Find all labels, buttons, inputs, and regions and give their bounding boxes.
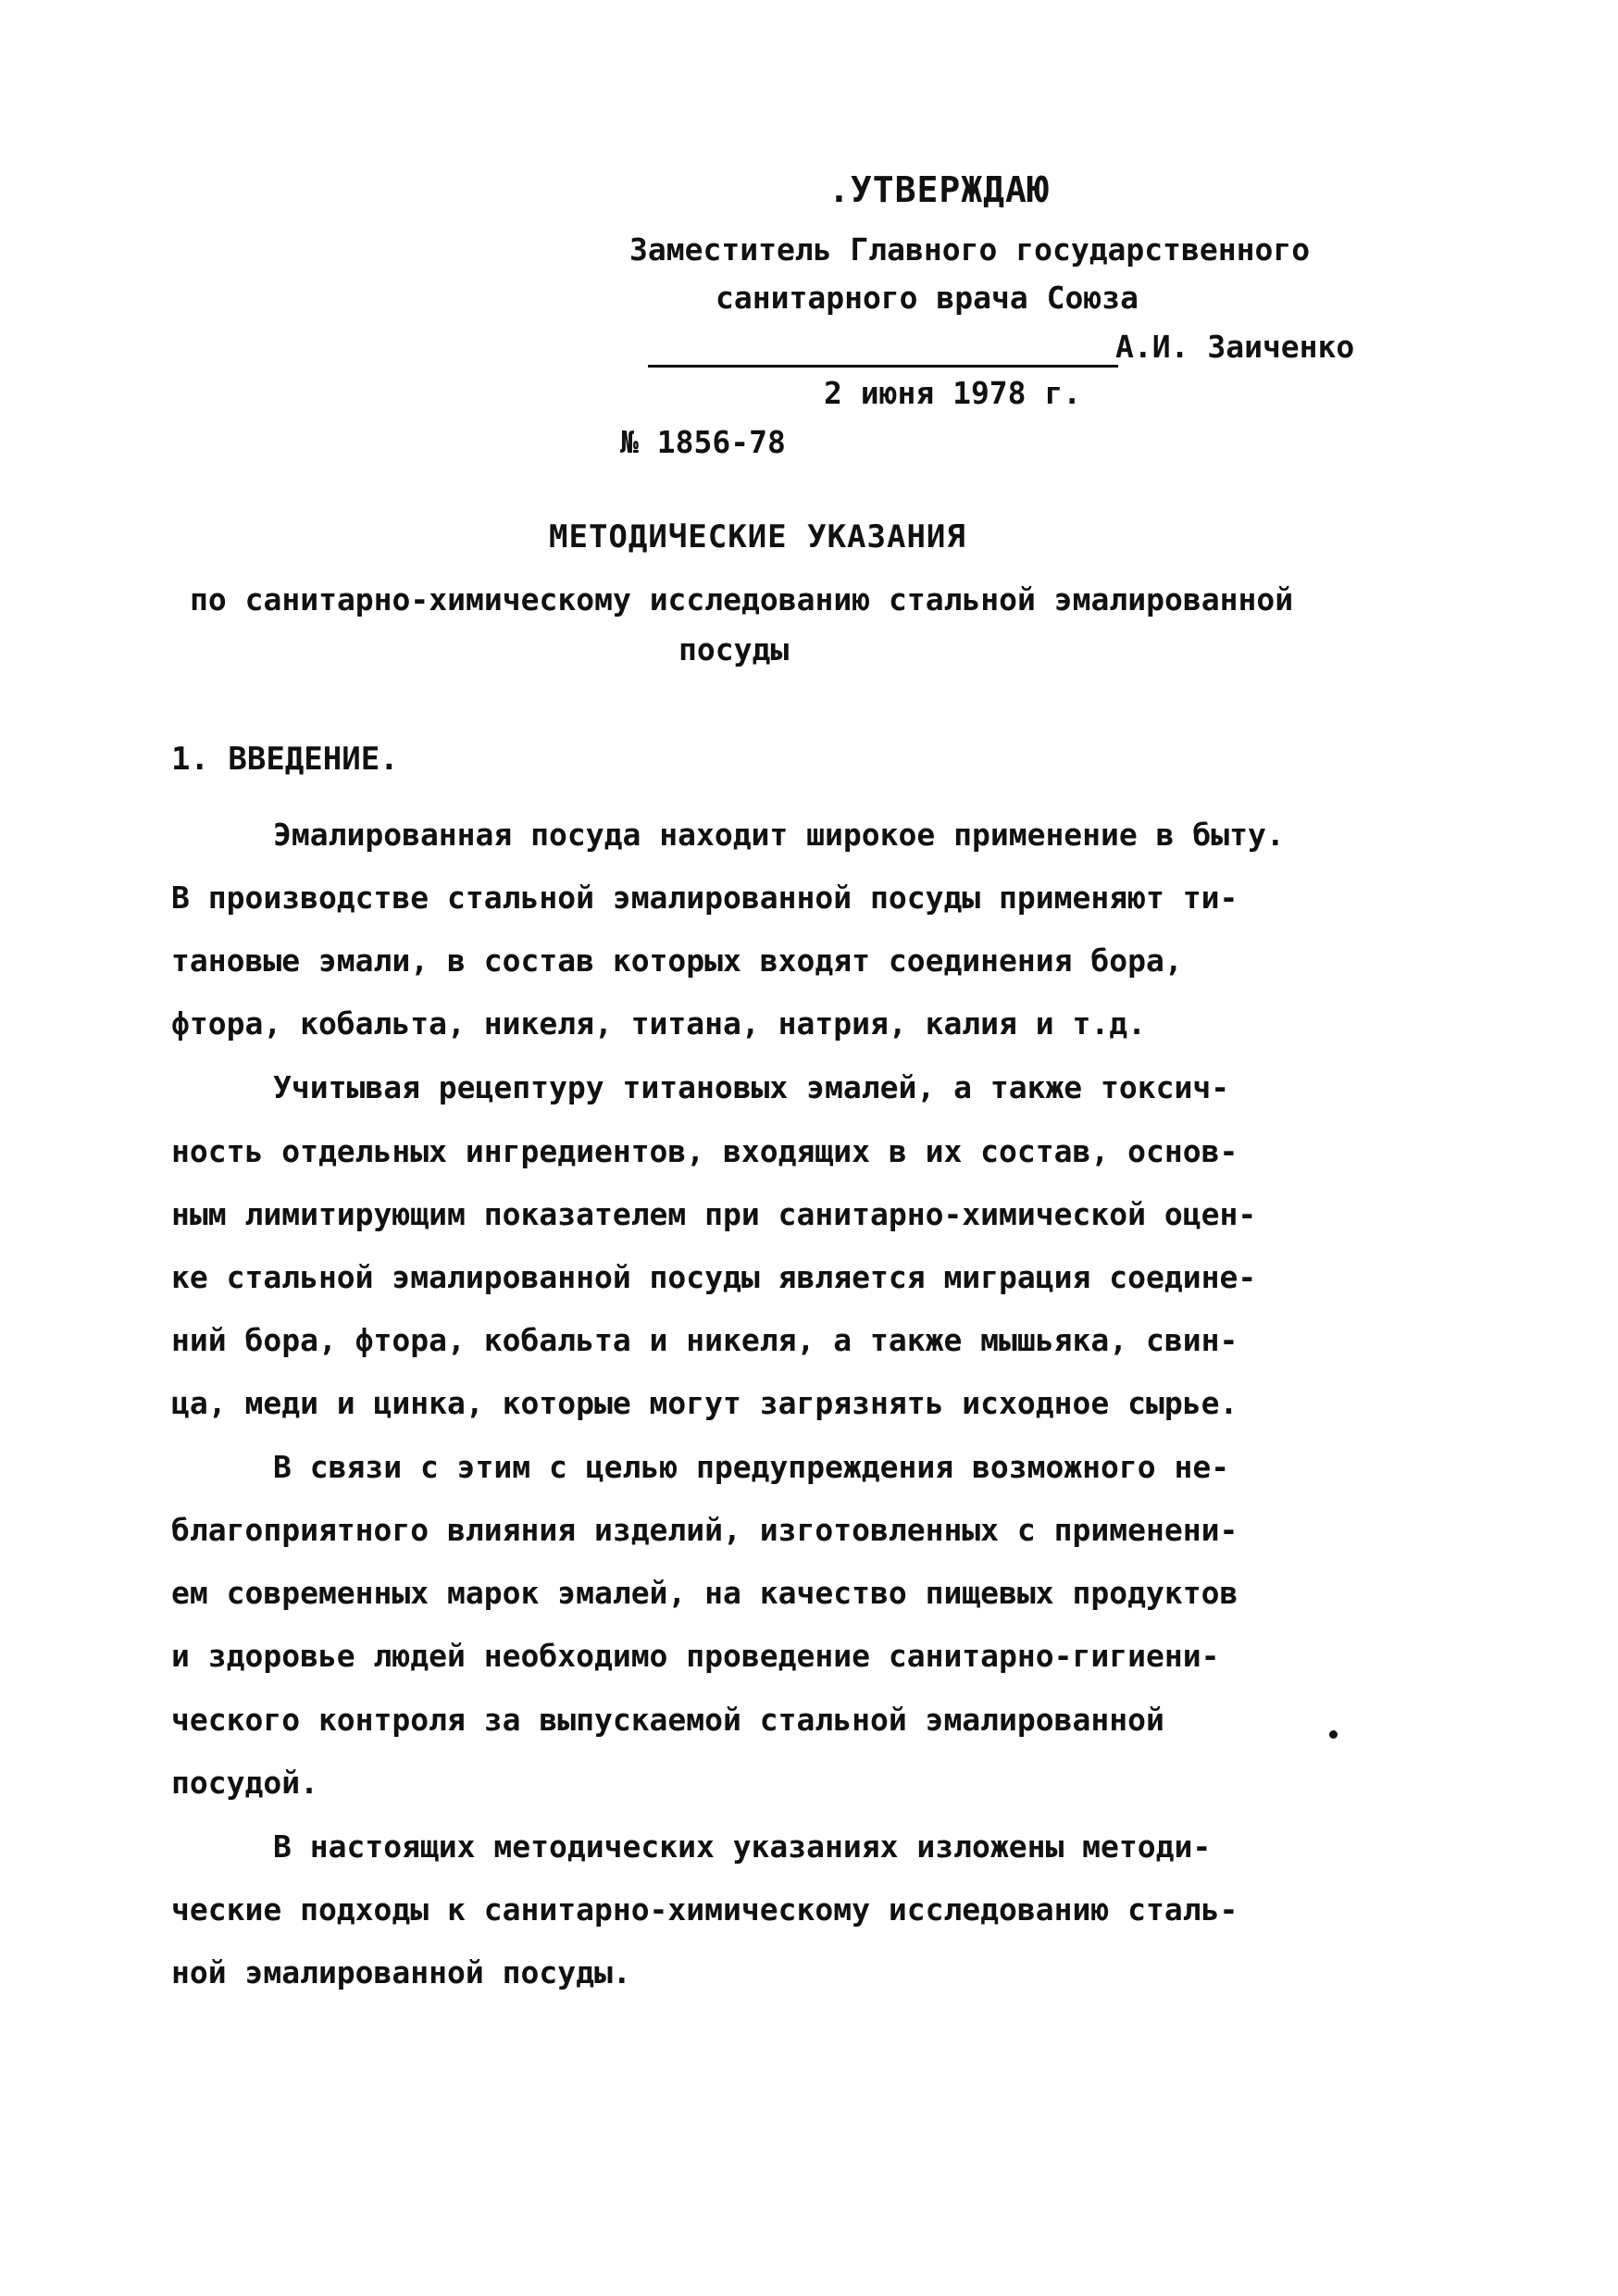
body-line: Учитывая рецептуру титановых эмалей, а также токсич- xyxy=(273,1069,1230,1105)
body-line: В производстве стальной эмалированной посуды применяют ти- xyxy=(171,880,1238,916)
document-subtitle-line-1: по санитарно-химическому исследованию стальной эмалированной xyxy=(190,581,1294,618)
approval-signature-name: А.И. Заиченко xyxy=(1115,329,1355,365)
body-line: ке стальной эмалированной посуды является миграция соедине- xyxy=(171,1259,1257,1295)
section-heading: 1. ВВЕДЕНИЕ. xyxy=(171,741,399,778)
document-title: МЕТОДИЧЕСКИЕ УКАЗАНИЯ xyxy=(549,518,966,555)
body-line: ем современных марок эмалей, на качество пищевых продуктов xyxy=(171,1575,1238,1611)
approval-line-2: санитарного врача Союза xyxy=(716,280,1139,316)
body-line: В настоящих методических указаниях изложены методи- xyxy=(273,1828,1212,1865)
body-line: ной эмалированной посуды. xyxy=(171,1954,631,1990)
body-line: ным лимитирующим показателем при санитарно-химической оцен- xyxy=(171,1196,1257,1232)
body-line: благоприятного влияния изделий, изготовленных с применени- xyxy=(171,1512,1238,1548)
body-line: ний бора, фтора, кобальта и никеля, а также мышьяка, свин- xyxy=(171,1322,1238,1358)
body-line: посудой. xyxy=(171,1765,318,1801)
body-line: фтора, кобальта, никеля, титана, натрия, калия и т.д. xyxy=(171,1005,1146,1042)
body-line: Эмалированная посуда находит широкое применение в быту. xyxy=(273,817,1285,853)
body-line: ческие подходы к санитарно-химическому исследованию сталь- xyxy=(171,1891,1238,1928)
body-line: ца, меди и цинка, которые могут загрязнять исходное сырье. xyxy=(171,1385,1238,1421)
document-subtitle-line-2: посуды xyxy=(678,631,790,668)
stray-dot-mark xyxy=(1329,1730,1338,1739)
document-number: № 1856-78 xyxy=(620,424,786,460)
signature-line xyxy=(648,365,1118,368)
body-line: и здоровье людей необходимо проведение санитарно-гигиени- xyxy=(171,1638,1220,1674)
body-line: В связи с этим с целью предупреждения возможного не- xyxy=(273,1449,1230,1485)
approval-line-1: Заместитель Главного государственного xyxy=(629,231,1311,268)
body-line: тановые эмали, в состав которых входят соединения бора, xyxy=(171,942,1183,979)
body-line: ность отдельных ингредиентов, входящих в их состав, основ- xyxy=(171,1133,1238,1169)
body-line: ческого контроля за выпускаемой стальной эмалированной xyxy=(171,1702,1164,1738)
approval-date: 2 июня 1978 г. xyxy=(824,375,1082,411)
approval-title: .УТВЕРЖДАЮ xyxy=(828,169,1050,210)
